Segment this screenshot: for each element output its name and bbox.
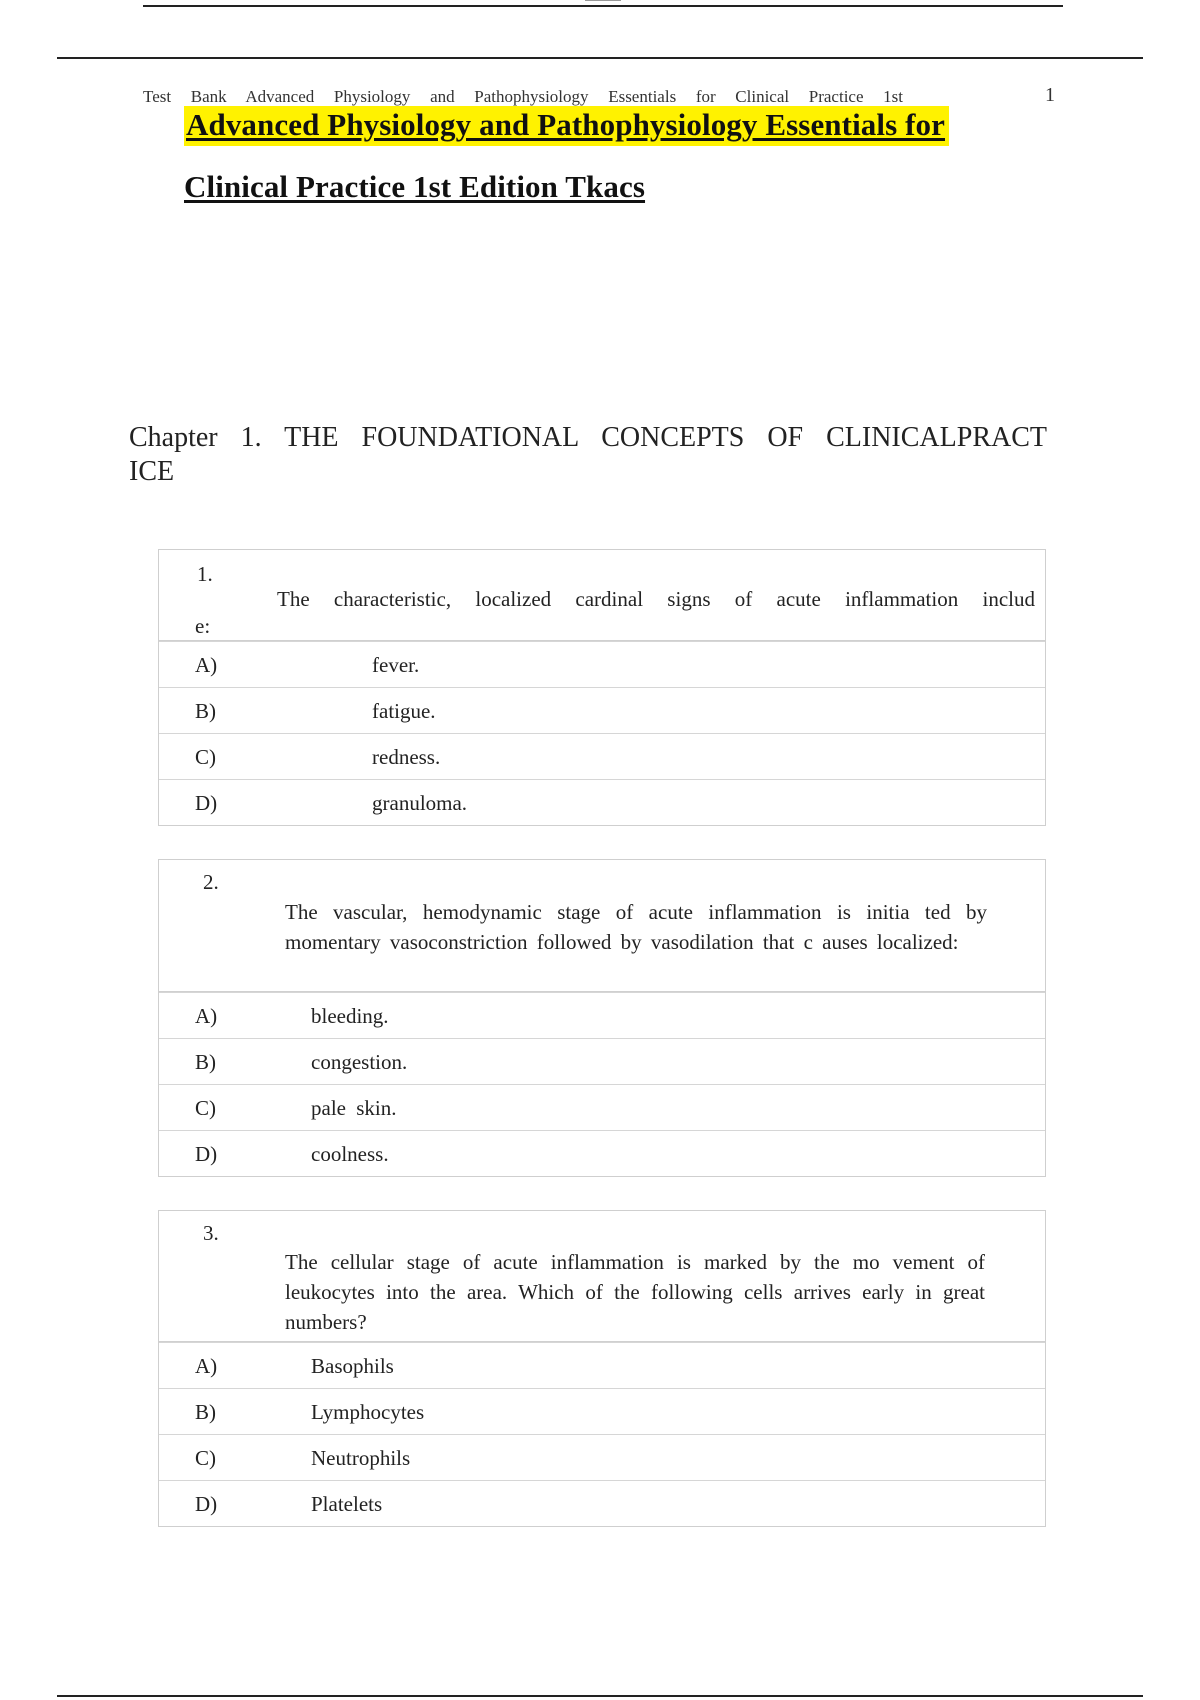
- question-table-2: [158, 859, 1046, 1177]
- option-text: Lymphocytes: [311, 1400, 425, 1424]
- running-header-word: for: [695, 87, 716, 106]
- question-number: 2.: [203, 870, 219, 894]
- option-letter: D): [195, 1492, 218, 1516]
- option-text: pale skin.: [311, 1096, 397, 1120]
- running-header-word: Pathophysiology: [474, 87, 589, 106]
- option-letter: B): [195, 699, 216, 723]
- question-table-1: [158, 549, 1046, 826]
- footer-rule: [57, 1695, 1143, 1697]
- running-header-word: Physiology: [333, 87, 411, 106]
- option-text: redness.: [372, 745, 441, 769]
- option-letter: C): [195, 745, 216, 769]
- answer-option-row[interactable]: [159, 1388, 1045, 1434]
- option-text: Neutrophils: [311, 1446, 411, 1470]
- option-letter: D): [195, 791, 218, 815]
- option-text: coolness.: [311, 1142, 389, 1166]
- answer-option-row[interactable]: [159, 641, 1045, 687]
- option-text: congestion.: [311, 1050, 408, 1074]
- chapter-heading-line-1: Chapter 1. THE FOUNDATIONAL CONCEPTS OF CLINICALPRACT: [129, 422, 1047, 453]
- question-text: The characteristic, localized cardinal signs of acute inflammation includ: [277, 587, 1035, 611]
- question-table-3: [158, 1210, 1046, 1527]
- faint-rule-mark: [585, 0, 621, 1]
- document-title-line-2: Clinical Practice 1st Edition Tkacs: [184, 169, 646, 204]
- question-number: 1.: [197, 562, 213, 586]
- option-letter: B): [195, 1050, 216, 1074]
- question-text-tail: e:: [195, 614, 211, 638]
- running-header-word: and: [430, 87, 455, 106]
- option-text: Platelets: [311, 1492, 383, 1516]
- running-header-word: 1st: [883, 87, 903, 106]
- chapter-heading-line-2: ICE: [129, 456, 175, 487]
- chapter-heading: [129, 421, 1047, 489]
- answer-option-row[interactable]: [159, 687, 1045, 733]
- running-header-word: Practice: [808, 87, 864, 106]
- option-letter: D): [195, 1142, 218, 1166]
- option-text: Basophils: [311, 1354, 394, 1378]
- option-letter: A): [195, 653, 218, 677]
- header-rule: [57, 57, 1143, 59]
- answer-option-row[interactable]: [159, 779, 1045, 825]
- page-number: 1: [1045, 84, 1055, 106]
- running-header-word: Essentials: [608, 87, 677, 106]
- answer-option-row[interactable]: [159, 1434, 1045, 1480]
- option-letter: C): [195, 1096, 216, 1120]
- option-letter: B): [195, 1400, 216, 1424]
- option-text: granuloma.: [372, 791, 468, 815]
- running-header-word: Bank: [190, 87, 227, 106]
- question-stem: [159, 1211, 1045, 1342]
- answer-option-row[interactable]: [159, 1038, 1045, 1084]
- question-text: The cellular stage of acute inflammation is marked by the mo vement of leukocytes into the area. Which of the following cells arrives early in great numbers?: [285, 1250, 985, 1334]
- answer-option-row[interactable]: [159, 992, 1045, 1038]
- document-title-line-1: Advanced Physiology and Pathophysiology Essentials for: [184, 106, 949, 146]
- option-letter: A): [195, 1004, 218, 1028]
- answer-option-row[interactable]: [159, 1342, 1045, 1388]
- option-text: fatigue.: [372, 699, 436, 723]
- question-stem: [159, 550, 1045, 641]
- answer-option-row[interactable]: [159, 1084, 1045, 1130]
- answer-option-row[interactable]: [159, 1480, 1045, 1526]
- running-header-word: Clinical: [735, 87, 790, 106]
- option-text: fever.: [372, 653, 420, 677]
- option-letter: C): [195, 1446, 216, 1470]
- option-letter: A): [195, 1354, 218, 1378]
- running-header-word: Test: [143, 87, 172, 106]
- answer-option-row[interactable]: [159, 733, 1045, 779]
- question-stem: [159, 860, 1045, 992]
- question-number: 3.: [203, 1221, 219, 1245]
- answer-option-row[interactable]: [159, 1130, 1045, 1176]
- running-header-word: Advanced: [245, 87, 315, 106]
- option-text: bleeding.: [311, 1004, 389, 1028]
- running-header: [143, 86, 903, 108]
- question-text: The vascular, hemodynamic stage of acute inflammation is initia ted by momentary vasoconstriction followed by vasodilation that c auses localized:: [285, 900, 987, 954]
- top-rule: [143, 5, 1063, 7]
